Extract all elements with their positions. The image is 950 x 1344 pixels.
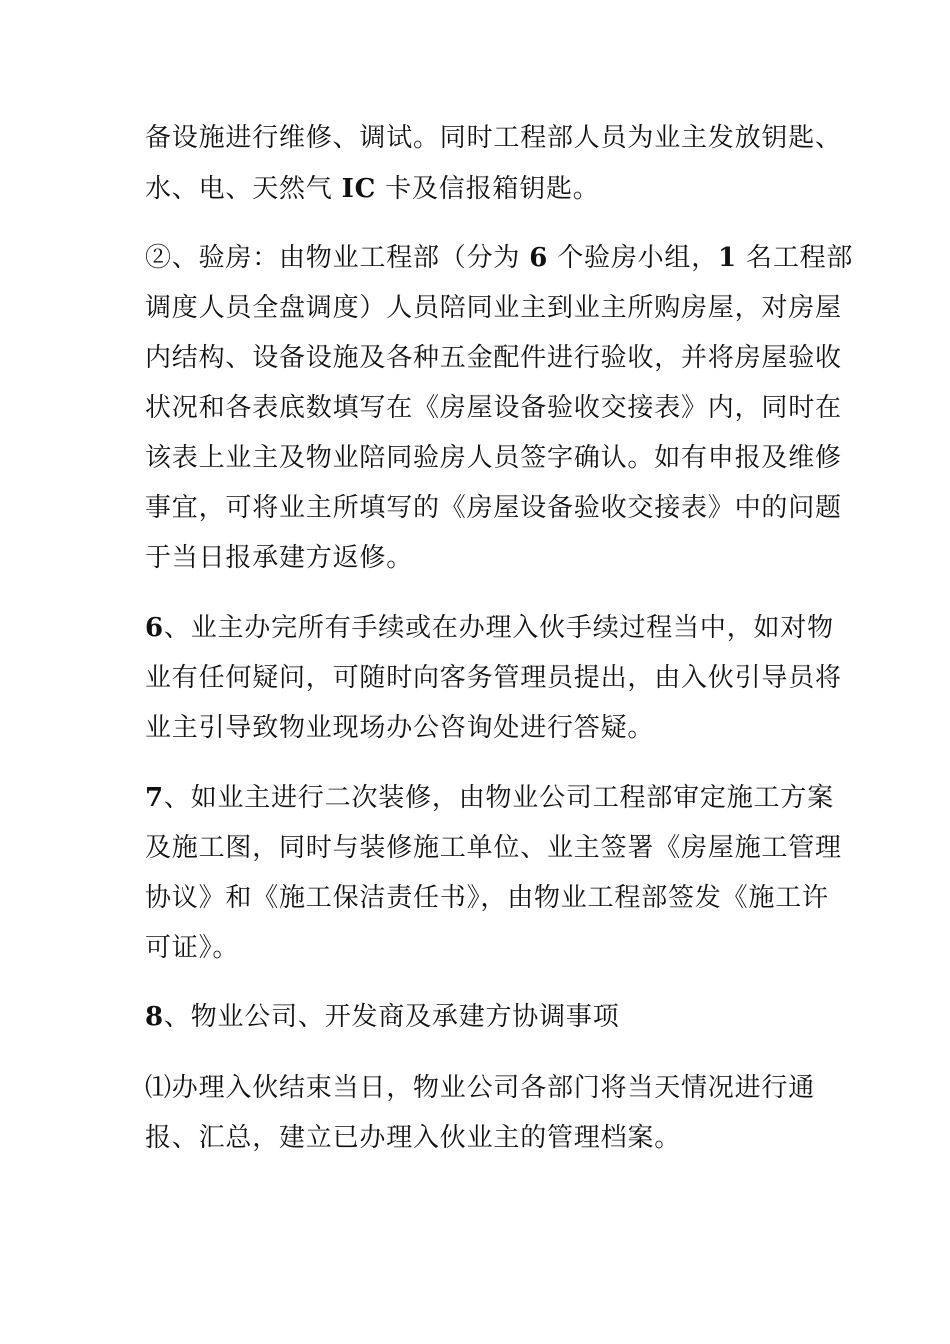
bold-text-segment: 7 xyxy=(145,783,164,813)
text-segment: 于当日报承建方返修。 xyxy=(145,543,414,573)
text-line xyxy=(145,1000,620,1034)
text-segment: 可证》。 xyxy=(145,933,240,963)
text-segment: 、如业主进行二次装修，由物业公司工程部审定施工方案 xyxy=(163,783,834,813)
text-segment: 水、电、天然气 xyxy=(145,174,342,204)
text-line xyxy=(145,491,842,525)
text-segment: 及施工图，同时与装修施工单位、业主签署《房屋施工管理 xyxy=(145,833,842,863)
text-segment: 名工程部 xyxy=(736,243,854,273)
text-segment: 、物业公司、开发商及承建方协调事项 xyxy=(163,1002,620,1032)
text-segment: 、业主办完所有手续或在办理入伙手续过程当中，如对物 xyxy=(163,613,834,643)
bold-text-segment: 8 xyxy=(145,1002,164,1032)
text-line xyxy=(145,881,829,915)
text-line xyxy=(145,1121,681,1155)
text-segment: ②、验房：由物业工程部（分为 xyxy=(145,243,530,273)
text-line xyxy=(145,241,853,275)
text-segment: 个验房小组， xyxy=(548,243,719,273)
bold-text-segment: 6 xyxy=(529,243,549,273)
text-segment: 状况和各表底数填写在《房屋设备验收交接表》内，同时在 xyxy=(145,393,842,423)
text-line xyxy=(145,172,600,206)
text-line xyxy=(145,1071,815,1105)
text-line xyxy=(145,931,239,965)
text-line xyxy=(145,611,834,645)
text-segment: 事宜，可将业主所填写的《房屋设备验收交接表》中的问题 xyxy=(145,493,842,523)
text-segment: 报、汇总，建立已办理入伙业主的管理档案。 xyxy=(145,1123,682,1153)
text-segment: 协议》和《施工保洁责任书》，由物业工程部签发《施工许 xyxy=(145,883,829,913)
text-line xyxy=(145,661,842,695)
text-segment: 卡及信报箱钥匙。 xyxy=(376,174,600,204)
text-line xyxy=(145,391,842,425)
text-line xyxy=(145,831,842,865)
text-segment: 业有任何疑问，可随时向客务管理员提出，由入伙引导员将 xyxy=(145,663,842,693)
text-line xyxy=(145,121,842,155)
text-line xyxy=(145,781,834,815)
text-segment: 该表上业主及物业陪同验房人员签字确认。如有申报及维修 xyxy=(145,443,842,473)
text-segment: 内结构、设备设施及各种五金配件进行验收，并将房屋验收 xyxy=(145,343,842,373)
text-segment: 备设施进行维修、调试。同时工程部人员为业主发放钥匙、 xyxy=(145,123,842,153)
text-line xyxy=(145,341,842,375)
text-segment: 业主引导致物业现场办公咨询处进行答疑。 xyxy=(145,713,655,743)
bold-text-segment: 6 xyxy=(145,613,164,643)
bold-text-segment: 1 xyxy=(718,243,737,273)
text-line xyxy=(145,711,654,745)
bold-text-segment: IC xyxy=(341,174,377,204)
text-line xyxy=(145,291,842,325)
text-line xyxy=(145,441,842,475)
text-segment: ⑴办理入伙结束当日，物业公司各部门将当天情况进行通 xyxy=(145,1073,816,1103)
text-segment: 调度人员全盘调度）人员陪同业主到业主所购房屋，对房屋 xyxy=(145,293,842,323)
text-line xyxy=(145,541,413,575)
